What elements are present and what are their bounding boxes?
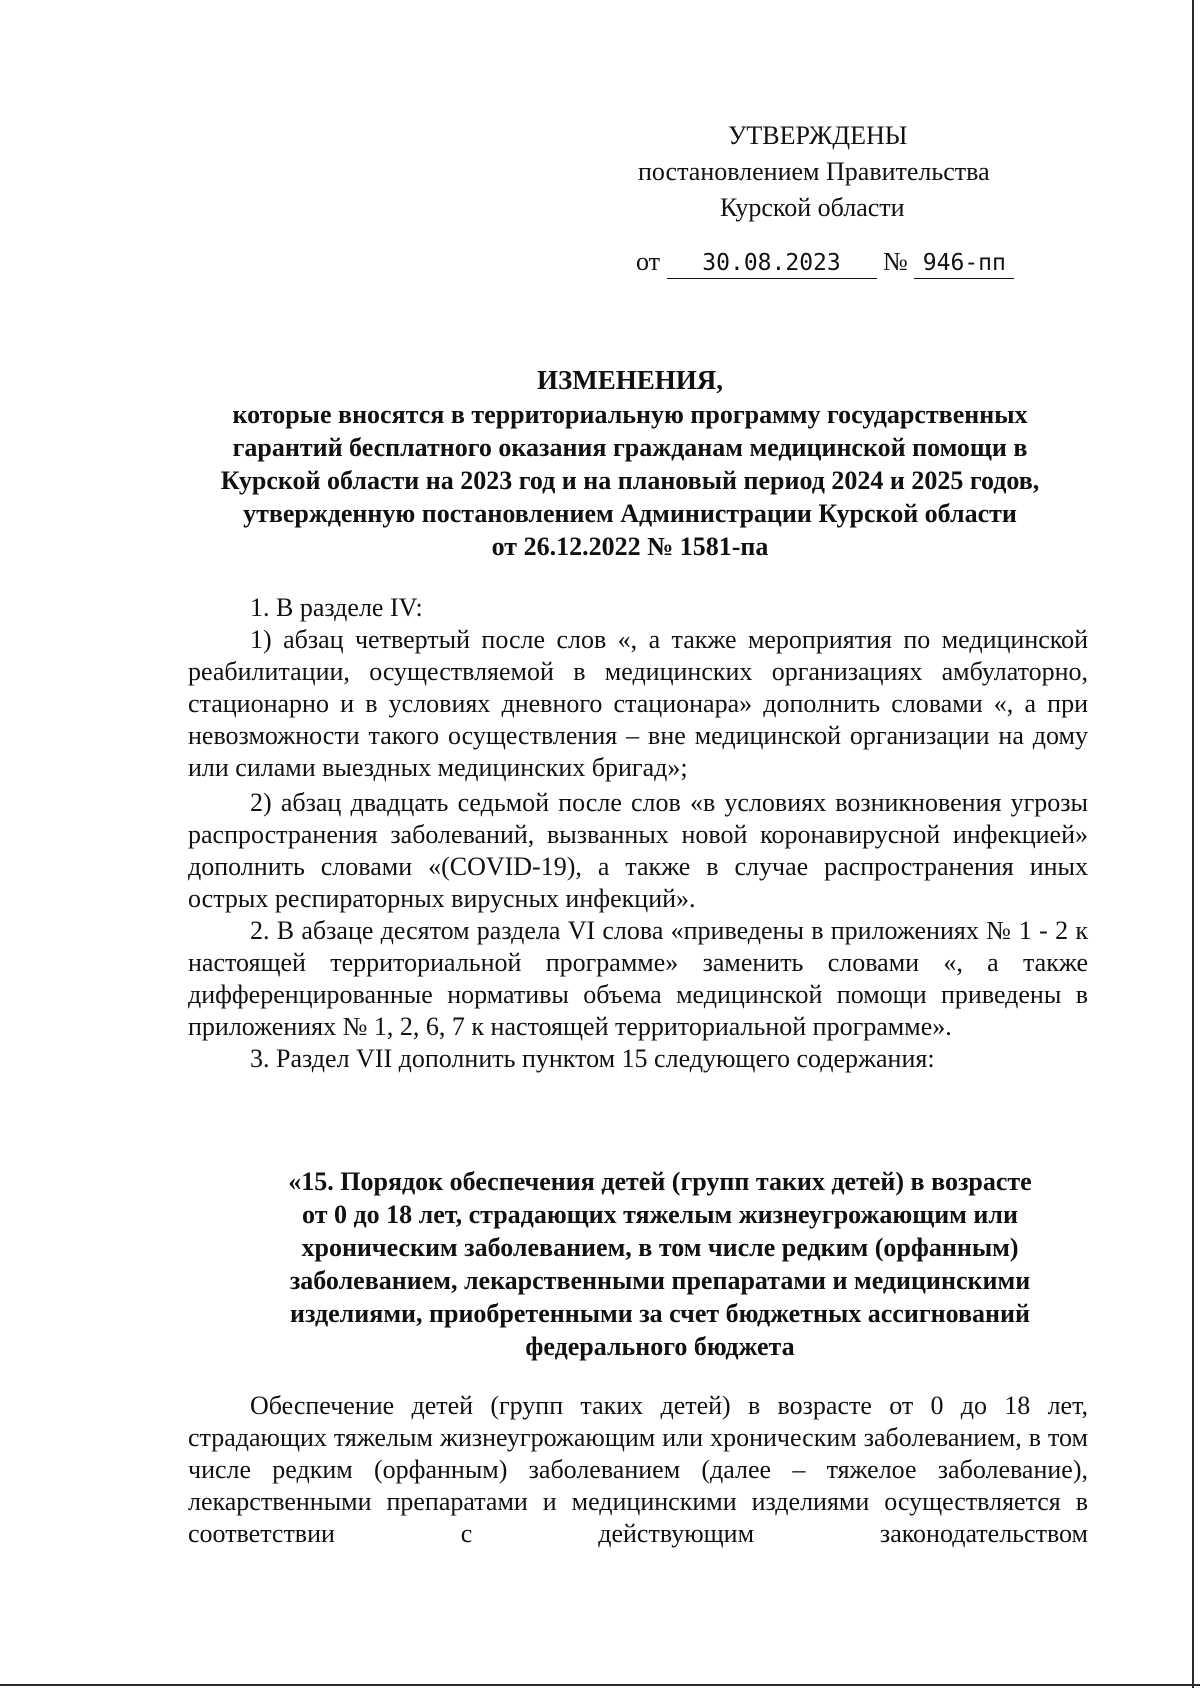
- approval-region: Курской области: [720, 193, 905, 222]
- section-heading-line: от 0 до 18 лет, страдающих тяжелым жизнеугрожающим или: [302, 1200, 1018, 1229]
- title-line: гарантий бесплатного оказания гражданам медицинской помощи в: [232, 433, 1028, 462]
- body-paragraph: 3. Раздел VII дополнить пунктом 15 следующего содержания:: [250, 1044, 935, 1073]
- title-line: утвержденную постановлением Администрации Курской области: [243, 499, 1017, 528]
- section-15-text: [188, 1390, 1088, 1550]
- approval-date-field: 30.08.2023: [667, 248, 877, 279]
- approval-date-line: [620, 244, 1040, 280]
- section-heading-line: «15. Порядок обеспечения детей (групп таких детей) в возрасте: [288, 1167, 1032, 1196]
- scan-edge-right: [1192, 0, 1194, 1688]
- section-heading-line: заболеванием, лекарственными препаратами и медицинскими: [289, 1266, 1031, 1295]
- body-paragraph: 2) абзац двадцать седьмой после слов «в условиях возникновения угрозы распространения заболеваний, вызванных новой коронавирусной инфекцией» дополнить словами «(COVID-19), а также в случае распространения иных острых респираторных вирусных инфекций».: [188, 788, 1088, 913]
- body-paragraph: 2. В абзаце десятом раздела VI слова «приведены в приложениях № 1 - 2 к настоящей территориальной программе» заменить словами «, а также дифференцированные нормативы объема медицинской помощи приведены в приложениях № 1, 2, 6, 7 к настоящей территориальной программе».: [188, 916, 1088, 1041]
- section-15-heading: [230, 1165, 1090, 1363]
- section-heading-line: хроническим заболеванием, в том числе редким (орфанным): [301, 1233, 1019, 1262]
- title-line: Курской области на 2023 год и на плановый период 2024 и 2025 годов,: [220, 466, 1040, 495]
- body-paragraph: 1) абзац четвертый после слов «, а также мероприятия по медицинской реабилитации, осуществляемой в медицинских организациях амбулаторно, стационарно и в условиях дневного стационара» дополнить словами «, а при невозможности такого осуществления – вне медицинской организации на дому или силами выездных медицинских бригад»;: [188, 625, 1088, 782]
- approval-number-field: 946-пп: [914, 248, 1014, 279]
- number-prefix: №: [883, 247, 908, 276]
- title-line: от 26.12.2022 № 1581-па: [491, 532, 769, 561]
- date-prefix: от: [636, 247, 661, 276]
- section-heading-line: изделиями, приобретенными за счет бюджетных ассигнований: [290, 1299, 1030, 1328]
- body-paragraph: 1. В разделе IV:: [250, 593, 423, 622]
- approval-heading: УТВЕРЖДЕНЫ: [728, 121, 908, 150]
- section-heading-line: федерального бюджета: [525, 1332, 795, 1361]
- title-main: ИЗМЕНЕНИЯ,: [536, 365, 723, 395]
- approval-authority: постановлением Правительства: [638, 157, 990, 186]
- scan-edge-bottom: [0, 1684, 1200, 1686]
- section-paragraph: Обеспечение детей (групп таких детей) в возрасте от 0 до 18 лет, страдающих тяжелым жизнеугрожающим или хроническим заболеванием, в том числе редким (орфанным) заболеванием (далее – тяжелое заболевание), лекарственными препаратами и медицинскими изделиями осуществляется в соответствии с действующим законодательством: [188, 1391, 1088, 1548]
- title-line: которые вносятся в территориальную программу государственных: [232, 400, 1028, 429]
- approval-stamp-block: [620, 118, 1040, 280]
- document-body: [188, 592, 1088, 1075]
- document-title: [170, 364, 1090, 563]
